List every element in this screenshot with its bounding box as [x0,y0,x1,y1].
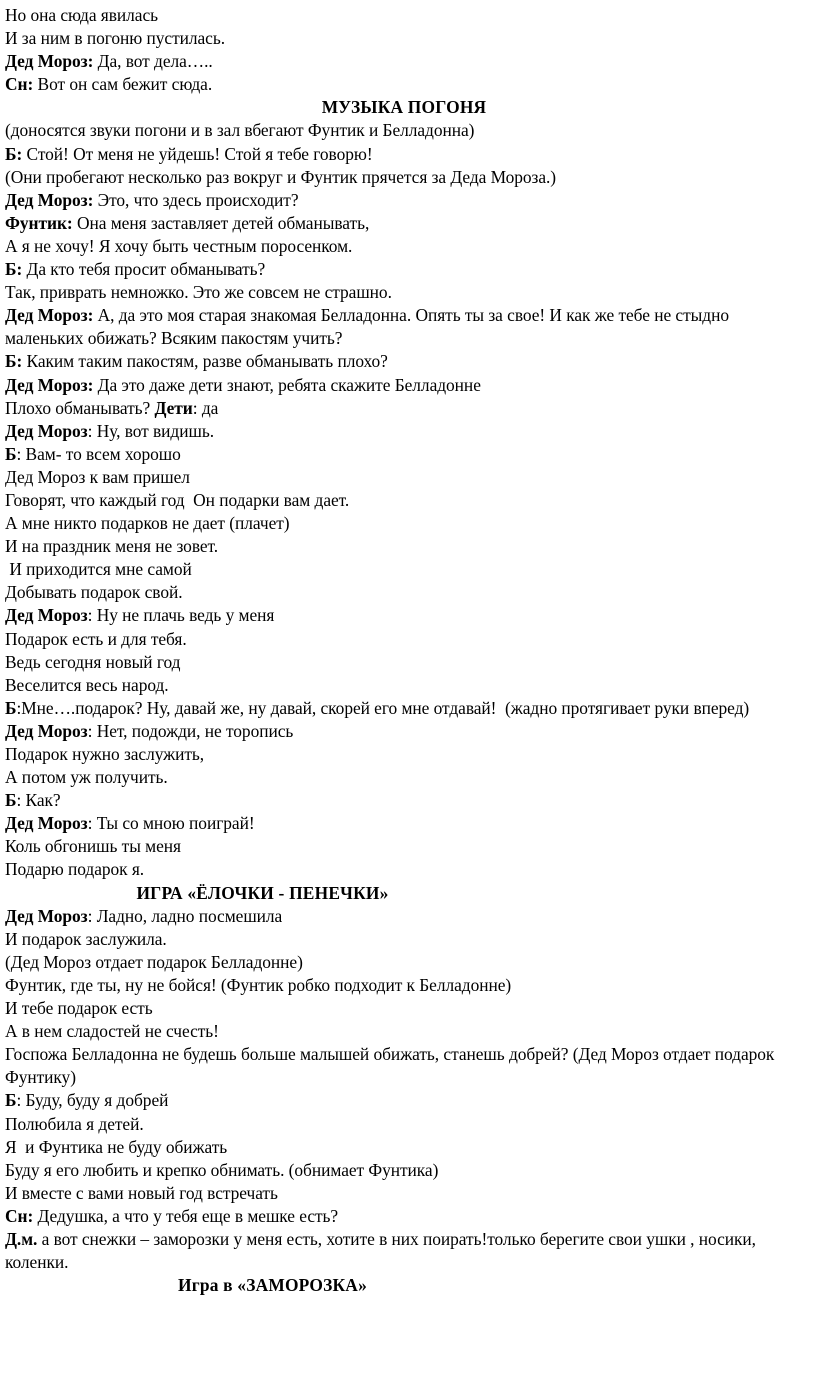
line-text: Дед Мороз к вам пришел [5,466,190,487]
line-text: А мне никто подарков не дает (плачет) [5,513,290,534]
script-line [5,189,805,212]
speaker-label: Б [5,790,17,811]
script-line [5,535,805,558]
line-text: Госпожа Белладонна не будешь больше малышей обижать, станешь добрей? (Дед Мороз отдает подарок Фунтику) [5,1044,779,1088]
line-text: Подарок есть и для тебя. [5,628,187,649]
line-text: А в нем сладостей не счесть! [5,1021,219,1042]
line-text: Стой! От меня не уйдешь! Стой я тебе говорю! [22,143,373,164]
script-line [5,27,805,50]
line-text: Ведь сегодня новый год [5,651,181,672]
line-text: Да, вот дела….. [93,51,213,72]
line-text: Веселится весь народ. [5,674,169,695]
speaker-label: Б: [5,143,23,164]
script-line [5,512,805,535]
line-text: Коль обгонишь ты меня [5,836,181,857]
script-line [5,143,805,166]
script-line [5,50,805,73]
script-line [5,1043,805,1089]
script-line [5,997,805,1020]
section-heading [5,882,805,905]
speaker-label: Игра в «ЗАМОРОЗКА» [178,1275,367,1296]
script-line [5,835,805,858]
line-text: (Они пробегают несколько раз вокруг и Фунтик прячется за Деда Мороза.) [5,166,557,187]
script-line [5,674,805,697]
line-text: : Буду, буду я добрей [16,1090,169,1111]
script-line [5,858,805,881]
line-text: Дедушка, а что у тебя еще в мешке есть? [33,1205,339,1226]
script-line [5,235,805,258]
speaker-label: Дед Мороз [5,605,88,626]
speaker-label: Дети [154,397,193,418]
script-line [5,697,805,720]
speaker-label: Дед Мороз [5,720,88,741]
speaker-label: Д.м. [5,1228,38,1249]
line-text: Так, приврать немножко. Это же совсем не страшно. [5,282,392,303]
speaker-label: Дед Мороз: [5,51,94,72]
script-line [5,374,805,397]
script-line [5,1205,805,1228]
line-text: Полюбила я детей. [5,1113,144,1134]
script-line [5,951,805,974]
script-line [5,443,805,466]
line-text: Я и Фунтика не буду обижать [5,1136,228,1157]
script-line [5,281,805,304]
line-text: Вот он сам бежит сюда. [33,74,213,95]
line-text: Буду я его любить и крепко обнимать. (обнимает Фунтика) [5,1159,439,1180]
line-text: И подарок заслужила. [5,928,167,949]
line-text: Да кто тебя просит обманывать? [22,259,266,280]
line-text: : да [192,397,219,418]
script-line [5,4,805,27]
speaker-label: Фунтик: [5,212,73,233]
line-text: Подарок нужно заслужить, [5,744,205,764]
script-line [5,73,805,96]
line-text: Да это даже дети знают, ребята скажите Белладонне [93,374,481,395]
line-text: Подарю подарок я. [5,859,145,880]
line-text: Каким таким пакостям, разве обманывать плохо? [22,351,388,372]
script-line [5,812,805,835]
speaker-label: Б [5,443,17,464]
line-text: а вот снежки – заморозки у меня есть, хотите в них поирать!только берегите свои ушки , носики, коленки. [5,1228,761,1273]
line-text: : Ладно, ладно посмешила [87,905,283,926]
line-text: Плохо обманывать? [5,397,155,418]
script-line [5,789,805,812]
line-text: И вместе с вами новый год встречать [5,1182,278,1203]
line-text: А я не хочу! Я хочу быть честным поросенком. [5,235,353,256]
line-text: А, да это моя старая знакомая Белладонна. Опять ты за свое! И как же тебе не стыдно маленьких обижать? Всяким пакостям учить? [5,305,734,349]
script-line [5,420,805,443]
script-line [5,581,805,604]
speaker-label: ИГРА «ЁЛОЧКИ - ПЕНЕЧКИ» [136,882,389,903]
speaker-label: Б: [5,259,23,280]
script-line [5,119,805,142]
script-text-body [5,4,805,1297]
line-text: И приходится мне самой [5,559,192,580]
script-line [5,212,805,235]
script-line [5,766,805,789]
script-line [5,258,805,281]
line-text: : Нет, подожди, не торопись [87,720,294,741]
section-heading [5,96,805,119]
line-text: Это, что здесь происходит? [93,189,299,210]
script-line [5,1159,805,1182]
section-heading [5,1274,805,1297]
speaker-label: Дед Мороз: [5,189,94,210]
speaker-label: Дед Мороз [5,420,88,441]
line-text: : Ну, вот видишь. [87,420,214,441]
line-text: И за ним в погоню пустилась. [5,28,226,49]
line-text: Фунтик, где ты, ну не бойся! (Фунтик робко подходит к Белладонне) [5,974,512,995]
line-text: (доносятся звуки погони и в зал вбегают Фунтик и Белладонна) [5,120,475,141]
script-line [5,628,805,651]
line-text: : Ты со мною поиграй! [87,813,255,834]
script-line [5,720,805,743]
script-line [5,1182,805,1205]
script-line [5,1089,805,1112]
script-line [5,604,805,627]
speaker-label: Дед Мороз [5,905,88,926]
speaker-label: Б [5,1090,17,1111]
script-line [5,928,805,951]
script-line [5,1113,805,1136]
speaker-label: Сн: [5,74,34,95]
line-text: А потом уж получить. [5,767,168,788]
line-text: И тебе подарок есть [5,998,153,1019]
script-line [5,1136,805,1159]
script-line [5,743,805,766]
script-line [5,350,805,373]
line-text: Она меня заставляет детей обманывать, [72,212,370,233]
speaker-label: Сн: [5,1205,34,1226]
script-line [5,651,805,674]
script-line [5,558,805,581]
line-text: : Ну не плачь ведь у меня [87,605,275,626]
line-text: :Мне….подарок? Ну, давай же, ну давай, скорей его мне отдавай! (жадно протягивает руки вперед) [16,697,750,718]
line-text: Добывать подарок свой. [5,582,183,603]
line-text: : Как? [16,790,61,811]
script-line [5,974,805,997]
line-text: Говорят, что каждый год Он подарки вам дает. [5,489,350,510]
script-line [5,304,805,350]
script-line [5,166,805,189]
speaker-label: Б [5,697,17,718]
speaker-label: МУЗЫКА ПОГОНЯ [321,97,487,118]
line-text: : Вам- то всем хорошо [16,443,181,464]
speaker-label: Дед Мороз: [5,374,94,395]
script-line [5,1228,805,1274]
line-text: (Дед Мороз отдает подарок Белладонне) [5,951,303,972]
script-line [5,1020,805,1043]
line-text: И на праздник меня не зовет. [5,536,219,557]
speaker-label: Б: [5,351,23,372]
line-text: Но она сюда явилась [5,5,159,25]
script-line [5,489,805,512]
speaker-label: Дед Мороз: [5,305,94,326]
script-line [5,397,805,420]
script-line [5,466,805,489]
speaker-label: Дед Мороз [5,813,88,834]
script-line [5,905,805,928]
